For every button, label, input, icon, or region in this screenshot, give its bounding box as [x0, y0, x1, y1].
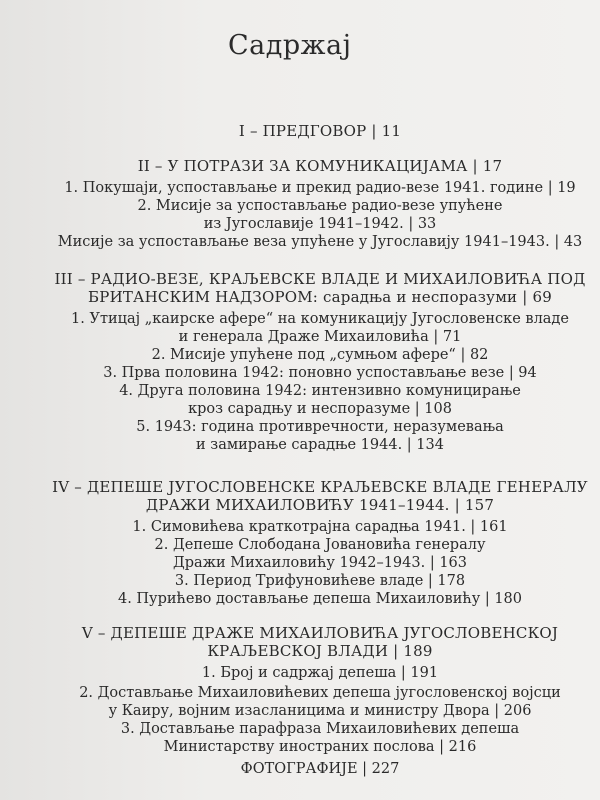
- page-title: Садржај: [228, 30, 352, 61]
- toc-entry: 3. Период Трифуновићеве владе | 178: [174, 573, 466, 589]
- toc-section-5-continued: КРАЉЕВСКОЈ ВЛАДИ | 189: [207, 642, 433, 660]
- toc-section-3: III – РАДИО-ВЕЗЕ, КРАЉЕВСКЕ ВЛАДЕ И МИХАИЛОВИЋА ПОД: [54, 270, 586, 288]
- toc-entry: 2. Мисије упућене под „сумњом афере“ | 82: [151, 347, 489, 363]
- toc-entry: 3. Достављање парафраза Михаиловићевих депеша: [120, 721, 520, 737]
- toc-entry: 1. Симовићева краткотрајна сарадња 1941. | 161: [132, 519, 508, 535]
- toc-entry-continued: и замирање сарадње 1944. | 134: [196, 437, 444, 453]
- toc-entry: 2. Мисије за успостављање радио-везе упућене: [137, 198, 503, 214]
- toc-entry: 1. Покушаји, успостављање и прекид радио-везе 1941. године | 19: [64, 180, 576, 196]
- toc-entry-continued: Министарству иностраних послова | 216: [163, 739, 477, 755]
- toc-section-3-continued: БРИТАНСКИМ НАДЗОРОМ: сарадња и неспоразуми | 69: [88, 288, 552, 306]
- toc-section-5: V – ДЕПЕШЕ ДРАЖЕ МИХАИЛОВИЋА ЈУГОСЛОВЕНСКОЈ: [81, 624, 559, 642]
- toc-entry: Мисије за успостављање веза упућене у Југославију 1941–1943. | 43: [57, 234, 583, 250]
- toc-entry-continued: у Каиру, војним изасланицима и министру Двора | 206: [108, 703, 532, 719]
- toc-entry-photos: ФОТОГРАФИЈЕ | 227: [240, 761, 400, 777]
- toc-section-4: IV – ДЕПЕШЕ ЈУГОСЛОВЕНСКЕ КРАЉЕВСКЕ ВЛАДЕ ГЕНЕРАЛУ: [52, 478, 588, 496]
- toc-entry: 1. Број и садржај депеша | 191: [201, 665, 439, 681]
- toc-entry-continued: из Југославије 1941–1942. | 33: [203, 216, 437, 232]
- toc-entry-continued: и генерала Драже Михаиловића | 71: [178, 329, 462, 345]
- toc-section-4-continued: ДРАЖИ МИХАИЛОВИЋУ 1941–1944. | 157: [145, 496, 495, 514]
- toc-section-2: II – У ПОТРАЗИ ЗА КОМУНИКАЦИЈАМА | 17: [137, 157, 503, 175]
- toc-entry-continued: кроз сарадњу и неспоразуме | 108: [188, 401, 452, 417]
- toc-entry: 1. Утицај „каирске афере“ на комуникацију Југословенске владе: [71, 311, 569, 327]
- toc-entry: 3. Прва половина 1942: поновно успостављање везе | 94: [103, 365, 537, 381]
- toc-section-1: I – ПРЕДГОВОР | 11: [238, 122, 402, 140]
- toc-entry: 2. Достављање Михаиловићевих депеша југословенској војсци: [79, 685, 561, 701]
- toc-entry: 4. Друга половина 1942: интензивно комуницирање: [119, 383, 521, 399]
- toc-entry: 4. Пурићево достављање депеша Михаиловићу | 180: [117, 591, 523, 607]
- toc-entry-continued: Дражи Михаиловићу 1942–1943. | 163: [172, 555, 467, 571]
- toc-entry: 5. 1943: година противречности, неразумевања: [136, 419, 504, 435]
- toc-entry: 2. Депеше Слободана Јовановића генералу: [154, 537, 486, 553]
